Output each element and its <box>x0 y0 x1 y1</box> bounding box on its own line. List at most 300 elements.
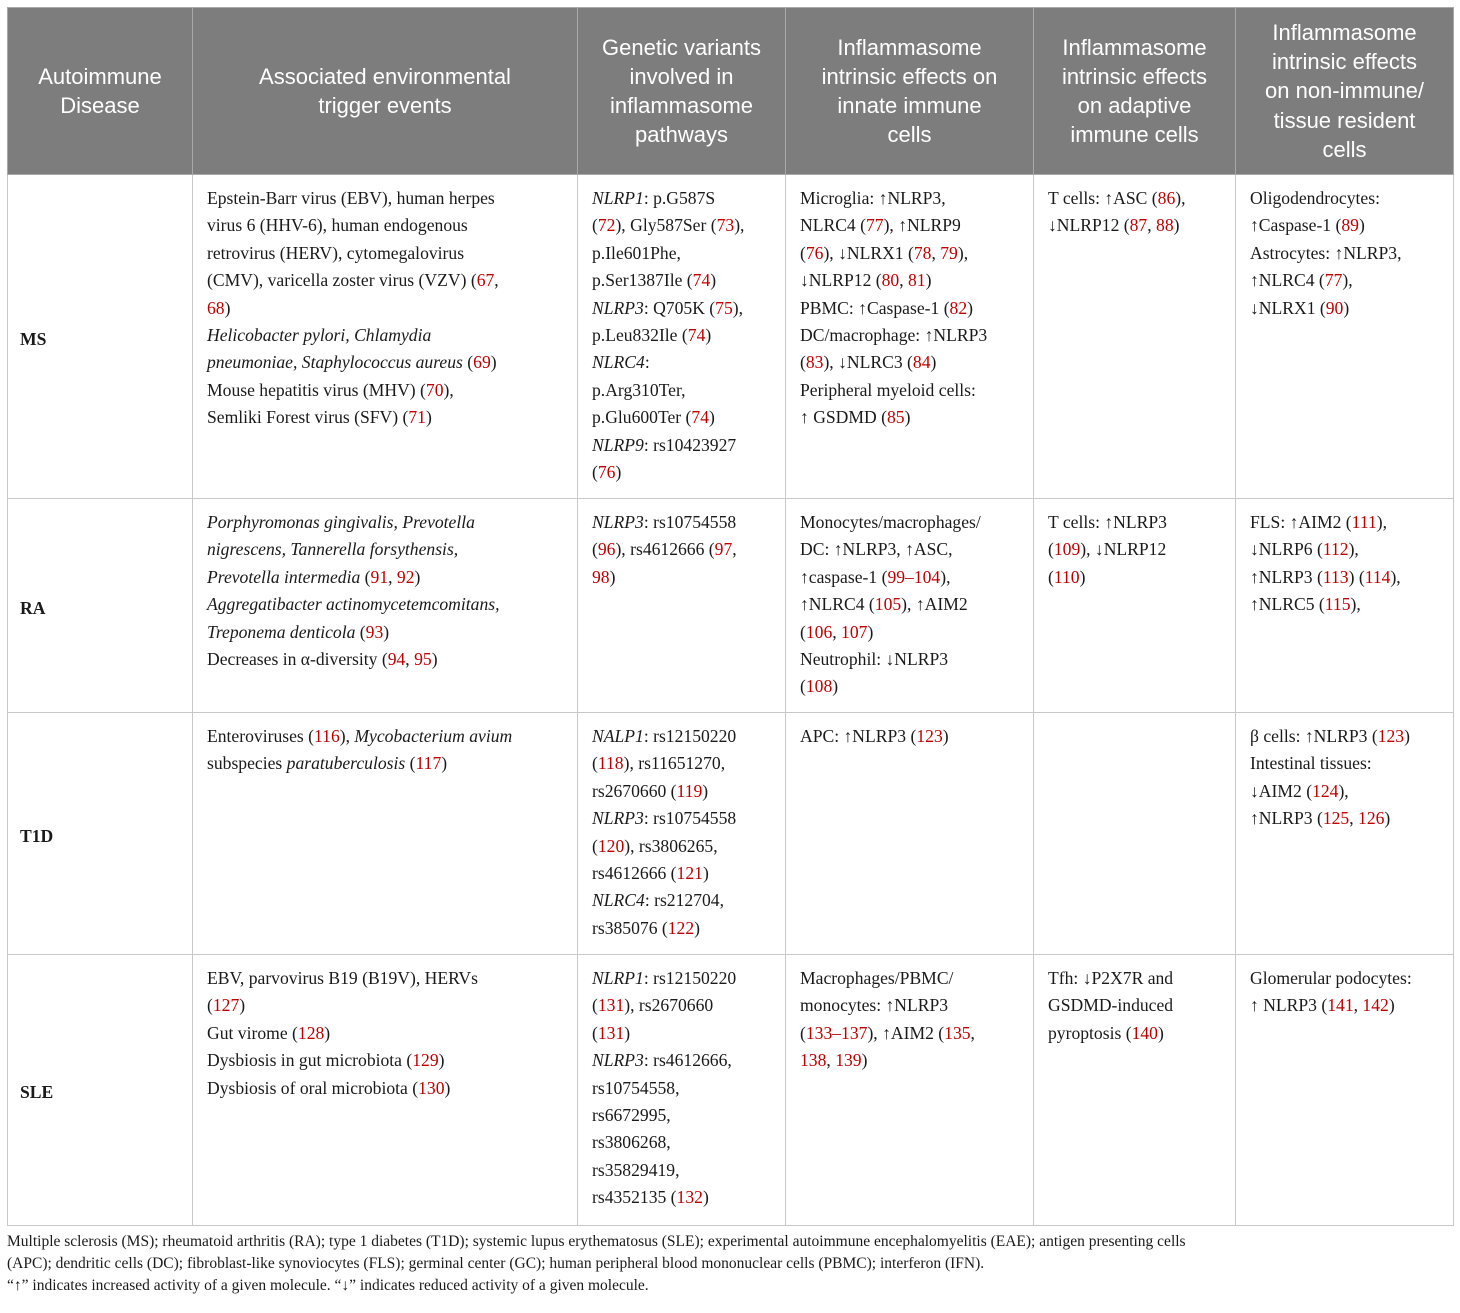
cell-line <box>592 459 775 486</box>
cell-line <box>207 404 567 431</box>
cell-text: ) <box>425 407 432 428</box>
cell-line <box>800 992 1023 1019</box>
citation-ref: 76 <box>597 462 616 483</box>
cell-line <box>592 1157 775 1184</box>
cell-text: ↑ NLRP3 ( <box>1250 995 1328 1016</box>
cell-text: GSDMD-induced <box>1048 995 1174 1016</box>
cell-text: ( <box>405 753 416 774</box>
table-cell <box>578 499 786 713</box>
cell-line <box>800 1047 1023 1074</box>
italic-text: nigrescens, Tannerella forsythensis, <box>207 539 459 560</box>
header-line: intrinsic effects <box>1271 49 1418 75</box>
cell-text: ↑NLRP3 ( <box>1250 808 1323 829</box>
cell-text: ) <box>967 297 973 318</box>
cell-line <box>800 349 1023 376</box>
cell-line <box>207 212 567 239</box>
cell-text: : p.G587S <box>643 188 716 208</box>
cell-text: Dysbiosis in gut microbiota ( <box>207 1050 413 1071</box>
footnote-line-1: Multiple sclerosis (MS); rheumatoid arthritis (RA); type 1 diabetes (T1D); systemic lupus erythematosus (SLE); experimental autoimmune encephalomyelitis (EAE); antigen presenting cells <box>7 1233 1186 1250</box>
cell-text: p.Leu832Ile ( <box>592 325 688 346</box>
cell-text: p.Glu600Ter ( <box>592 407 692 428</box>
cell-text: ( <box>592 462 598 483</box>
cell-line <box>207 1020 567 1047</box>
citation-ref: 123 <box>1377 726 1405 746</box>
header-line: Genetic variants <box>602 34 761 60</box>
cell-text: ↓NLRX1 ( <box>1250 297 1326 318</box>
cell-text: ( <box>800 352 806 373</box>
citation-ref: 68 <box>207 297 225 318</box>
cell-text: ( <box>800 621 806 642</box>
cell-text: ( <box>462 352 474 373</box>
cell-text: Gut virome ( <box>207 1022 298 1043</box>
cell-text: ), <box>1175 188 1186 208</box>
cell-text: ( <box>592 215 598 236</box>
header-line: cells <box>1322 136 1367 162</box>
cell-text: ) <box>832 676 839 697</box>
cell-line <box>1048 185 1225 212</box>
cell-text: , <box>405 649 415 670</box>
disease-cell: SLE <box>8 955 193 1226</box>
cell-text: ) ( <box>1348 566 1365 587</box>
cell-text: Mouse hepatitis virus (MHV) ( <box>207 379 426 400</box>
cell-line <box>592 860 775 887</box>
header-line: tissue resident <box>1273 107 1416 133</box>
cell-line <box>592 564 775 591</box>
cell-line <box>207 564 567 591</box>
cell-text: ) <box>1384 808 1391 829</box>
cell-text: ) <box>1173 215 1180 236</box>
cell-text: ), <box>443 379 454 400</box>
cell-line <box>800 564 1023 591</box>
cell-line <box>1250 723 1443 750</box>
cell-text: ), ↑AIM2 <box>901 594 968 615</box>
cell-text: ), rs4612666 ( <box>615 539 715 560</box>
cell-line <box>800 404 1023 431</box>
cell-line <box>207 723 567 750</box>
cell-line <box>800 295 1023 322</box>
cell-text: ), <box>1348 539 1359 560</box>
header-line: Autoimmune <box>38 63 162 89</box>
table-cell <box>578 713 786 955</box>
cell-text: ) <box>438 1050 445 1071</box>
cell-text: ) <box>1388 995 1395 1016</box>
cell-line <box>800 240 1023 267</box>
citation-ref: 121 <box>676 863 703 884</box>
citation-ref: 74 <box>691 407 710 428</box>
citation-ref: 122 <box>667 917 695 938</box>
table-cell <box>1034 499 1236 713</box>
cell-line <box>800 619 1023 646</box>
cell-text: : rs10754558 <box>643 512 737 532</box>
cell-line <box>800 591 1023 618</box>
cell-text: DC: ↑NLRP3, ↑ASC, <box>800 539 953 560</box>
cell-text: ↑NLRC4 ( <box>1250 270 1325 291</box>
cell-line <box>207 349 567 376</box>
table-footnote <box>7 1231 1453 1297</box>
table-cell <box>578 175 786 499</box>
cell-line <box>207 377 567 404</box>
cell-text: rs35829419, <box>592 1159 680 1180</box>
table-cell <box>1034 713 1236 955</box>
citation-ref: 112 <box>1322 539 1349 560</box>
citation-ref: 74 <box>692 270 711 291</box>
citation-ref: 115 <box>1324 594 1351 615</box>
citation-ref: 117 <box>415 753 442 774</box>
cell-line <box>1250 240 1443 267</box>
cell-text: , <box>826 1050 836 1071</box>
cell-text: ), Gly587Ser ( <box>615 215 717 236</box>
cell-line <box>1250 536 1443 563</box>
cell-line <box>1048 1020 1225 1047</box>
cell-text: ( <box>800 1022 806 1043</box>
cell-line <box>592 349 775 376</box>
cell-line <box>1048 992 1225 1019</box>
cell-text: (CMV), varicella zoster virus (VZV) ( <box>207 270 477 291</box>
cell-text: Neutrophil: ↓NLRP3 <box>800 649 949 670</box>
column-header-2 <box>193 8 578 175</box>
cell-line <box>207 509 567 536</box>
table-body <box>8 175 1454 1226</box>
citation-ref: 94 <box>387 649 406 670</box>
cell-text: ), rs2670660 <box>624 995 714 1016</box>
cell-text: Macrophages/PBMC/ <box>800 968 954 988</box>
cell-text: virus 6 (HHV-6), human endogenous <box>207 215 468 236</box>
cell-text: ) <box>702 863 709 884</box>
cell-text: Peripheral myeloid cells: <box>800 379 976 400</box>
cell-line <box>207 1047 567 1074</box>
cell-text: , <box>388 566 397 587</box>
cell-text: p.Ser1387Ile ( <box>592 270 693 291</box>
citation-ref: 83 <box>805 352 824 373</box>
cell-text: β cells: ↑NLRP3 ( <box>1250 726 1378 746</box>
citation-ref: 139 <box>835 1050 862 1071</box>
cell-text: ), ↑NLRP9 <box>883 215 961 236</box>
italic-text: NLRP3 <box>592 297 644 318</box>
cell-text: ↓NLRP12 ( <box>1048 215 1130 236</box>
cell-text: ), <box>1342 270 1353 291</box>
cell-line <box>1250 805 1443 832</box>
cell-line <box>1048 212 1225 239</box>
cell-text: ) <box>239 995 246 1016</box>
italic-text: NLRP3 <box>592 512 644 532</box>
cell-text: ), ↓NLRP12 <box>1080 539 1167 560</box>
cell-text: ) <box>702 780 709 801</box>
cell-line <box>592 536 775 563</box>
header-line: Disease <box>60 93 140 118</box>
cell-line <box>592 212 775 239</box>
italic-text: pneumoniae, Staphylococcus aureus <box>207 352 463 373</box>
header-line: Inflammasome <box>1062 34 1207 60</box>
column-header-1 <box>8 8 193 175</box>
cell-line <box>207 591 567 618</box>
cell-text: ↑ GSDMD ( <box>800 407 887 428</box>
citation-ref: 87 <box>1129 215 1148 236</box>
cell-line <box>592 1102 775 1129</box>
cell-text: rs2670660 ( <box>592 780 677 801</box>
cell-line <box>207 646 567 673</box>
cell-text: ( <box>207 995 213 1016</box>
italic-text: Aggregatibacter actinomycetemcomitans, <box>207 594 500 615</box>
cell-text: ) <box>904 407 911 428</box>
cell-text: ) <box>324 1022 331 1043</box>
cell-line <box>207 750 567 777</box>
cell-text: ) <box>414 566 421 587</box>
cell-text: ), <box>1390 566 1401 587</box>
cell-text: ) <box>1157 1022 1164 1043</box>
cell-line <box>592 992 775 1019</box>
table-cell <box>193 499 578 713</box>
citation-ref: 131 <box>597 1022 625 1043</box>
citation-ref: 129 <box>412 1050 439 1071</box>
citation-ref: 110 <box>1053 566 1080 587</box>
cell-text: ), <box>732 297 744 318</box>
cell-line <box>207 1075 567 1102</box>
cell-text: DC/macrophage: ↑NLRP3 <box>800 325 988 346</box>
cell-line <box>592 432 775 459</box>
cell-text: pyroptosis ( <box>1048 1022 1132 1043</box>
header-line: Inflammasome <box>837 34 982 60</box>
citation-ref: 81 <box>908 270 926 291</box>
cell-text: ), ↓NLRX1 ( <box>823 242 914 263</box>
footnote-line-3: “↑” indicates increased activity of a given molecule. “↓” indicates reduced activity of a given molecule. <box>7 1277 649 1294</box>
cell-line <box>207 267 567 294</box>
header-line: trigger events <box>318 93 452 118</box>
disease-cell: MS <box>8 175 193 499</box>
cell-text: ↑NLRP3 ( <box>1250 566 1323 587</box>
header-line: innate immune <box>837 93 982 118</box>
citation-ref: 114 <box>1364 566 1391 587</box>
cell-line <box>592 509 775 536</box>
citation-ref: 82 <box>949 297 968 318</box>
cell-text: Monocytes/macrophages/ <box>800 512 981 532</box>
cell-text: rs385076 ( <box>592 917 668 938</box>
cell-text: ) <box>710 270 717 291</box>
cell-text: ( <box>355 621 366 642</box>
citation-ref: 98 <box>592 566 610 587</box>
cell-line <box>1250 295 1443 322</box>
cell-text: ( <box>592 1022 598 1043</box>
cell-line <box>800 965 1023 992</box>
italic-text: NLRP1 <box>592 968 644 988</box>
cell-line <box>207 536 567 563</box>
cell-text: rs6672995, <box>592 1105 671 1126</box>
citation-ref: 97 <box>714 539 733 560</box>
italic-text: NLRC4 <box>592 352 645 373</box>
table-cell <box>786 713 1034 955</box>
italic-text: Porphyromonas gingivalis, Prevotella <box>207 512 475 532</box>
table-row <box>8 499 1454 713</box>
cell-line <box>800 185 1023 212</box>
cell-line <box>1250 591 1443 618</box>
cell-text: Enteroviruses ( <box>207 726 314 746</box>
citation-ref: 90 <box>1325 297 1344 318</box>
cell-text: ), <box>734 215 745 236</box>
cell-text: ) <box>441 753 448 774</box>
citation-ref: 118 <box>597 753 624 774</box>
cell-line <box>800 322 1023 349</box>
table-cell <box>1034 175 1236 499</box>
cell-text: Semliki Forest virus (SFV) ( <box>207 407 409 428</box>
cell-line <box>800 536 1023 563</box>
table-row <box>8 175 1454 499</box>
citation-ref: 99–104 <box>887 566 941 587</box>
citation-ref: 113 <box>1322 566 1349 587</box>
cell-text: Decreases in α-diversity ( <box>207 649 388 670</box>
table-cell <box>1034 955 1236 1226</box>
cell-line <box>1250 212 1443 239</box>
citation-ref: 109 <box>1053 539 1081 560</box>
citation-ref: 125 <box>1322 808 1350 829</box>
cell-text: , <box>1349 808 1359 829</box>
cell-text: APC: ↑NLRP3 ( <box>800 726 917 746</box>
citation-ref: 91 <box>370 566 389 587</box>
cell-text: T cells: ↑ASC ( <box>1048 188 1158 208</box>
italic-text: NLRP3 <box>592 1050 644 1071</box>
cell-line <box>207 322 567 349</box>
cell-text: ) <box>615 462 622 483</box>
cell-text: ) <box>624 1022 631 1043</box>
cell-line <box>1250 509 1443 536</box>
cell-text: ) <box>490 352 497 373</box>
cell-text: ) <box>709 407 715 428</box>
cell-line <box>1048 536 1225 563</box>
cell-line <box>1250 778 1443 805</box>
cell-text: PBMC: ↑Caspase-1 ( <box>800 297 950 318</box>
cell-text: ( <box>1048 566 1054 587</box>
cell-text: , <box>931 242 941 263</box>
cell-text: ) <box>694 917 700 938</box>
header-line: inflammasome <box>609 93 754 118</box>
cell-line <box>1250 267 1443 294</box>
cell-line <box>592 1184 775 1211</box>
column-header-4 <box>786 8 1034 175</box>
table-cell <box>193 175 578 499</box>
cell-text: ( <box>800 242 806 263</box>
cell-text: ) <box>867 621 874 642</box>
citation-ref: 71 <box>408 407 426 428</box>
citation-ref: 119 <box>676 780 703 801</box>
header-row <box>8 8 1454 175</box>
inflammasome-table <box>7 7 1454 1226</box>
citation-ref: 72 <box>597 215 616 236</box>
cell-text: rs4352135 ( <box>592 1187 677 1208</box>
column-header-5 <box>1034 8 1236 175</box>
cell-text: ( <box>592 539 598 560</box>
cell-text: rs3806268, <box>592 1132 671 1153</box>
cell-text: subspecies <box>207 753 287 774</box>
cell-text: Oligodendrocytes: <box>1250 188 1380 208</box>
cell-text: ) <box>224 297 231 318</box>
cell-text: FLS: ↑AIM2 ( <box>1250 512 1352 532</box>
cell-text: : rs10754558 <box>643 808 737 829</box>
citation-ref: 126 <box>1358 808 1385 829</box>
cell-text: ) <box>942 726 949 746</box>
cell-text: Glomerular podocytes: <box>1250 968 1412 988</box>
table-row <box>8 713 1454 955</box>
cell-line <box>592 778 775 805</box>
cell-text: rs10754558, <box>592 1077 680 1098</box>
cell-text: ) <box>925 270 932 291</box>
citation-ref: 128 <box>297 1022 325 1043</box>
cell-text: , <box>1353 995 1363 1016</box>
citation-ref: 142 <box>1362 995 1389 1016</box>
cell-line <box>1250 564 1443 591</box>
cell-text: retrovirus (HERV), cytomegalovirus <box>207 242 465 263</box>
cell-text: ) <box>1404 726 1410 746</box>
cell-line <box>592 240 775 267</box>
citation-ref: 80 <box>881 270 900 291</box>
cell-text: ), rs3806265, <box>624 835 718 856</box>
cell-text: : <box>644 352 650 373</box>
cell-text: ↓AIM2 ( <box>1250 780 1313 801</box>
header-line: immune cells <box>1070 122 1199 148</box>
cell-text: : rs4612666, <box>643 1050 732 1071</box>
citation-ref: 77 <box>1324 270 1343 291</box>
citation-ref: 140 <box>1131 1022 1158 1043</box>
cell-text: ), <box>339 726 355 746</box>
citation-ref: 95 <box>414 649 432 670</box>
citation-ref: 78 <box>913 242 932 263</box>
citation-ref: 84 <box>912 352 931 373</box>
cell-text: ) <box>705 325 712 346</box>
cell-text: , <box>1147 215 1157 236</box>
cell-line <box>592 805 775 832</box>
table-cell <box>578 955 786 1226</box>
cell-line <box>592 887 775 914</box>
cell-line <box>592 185 775 212</box>
citation-ref: 73 <box>716 215 735 236</box>
cell-line <box>1250 750 1443 777</box>
cell-text: p.Ile601Phe, <box>592 242 681 263</box>
cell-text: monocytes: ↑NLRP3 <box>800 995 949 1016</box>
cell-line <box>592 1047 775 1074</box>
header-line: intrinsic effects <box>1061 63 1208 89</box>
cell-line <box>800 267 1023 294</box>
citation-ref: 106 <box>805 621 833 642</box>
citation-ref: 77 <box>865 215 884 236</box>
table-cell <box>786 175 1034 499</box>
cell-text: rs4612666 ( <box>592 863 677 884</box>
header-line: on non-immune/ <box>1265 78 1424 104</box>
italic-text: NLRC4 <box>592 890 645 911</box>
cell-text: Dysbiosis of oral microbiota ( <box>207 1077 419 1098</box>
cell-line <box>592 915 775 942</box>
table-cell <box>1236 175 1454 499</box>
table-cell <box>1236 713 1454 955</box>
cell-text: ) <box>1079 566 1086 587</box>
cell-text: : rs12150220 <box>643 726 737 746</box>
table-cell <box>193 955 578 1226</box>
cell-text: : Q705K ( <box>643 297 716 318</box>
column-header-3 <box>578 8 786 175</box>
header-line: Inflammasome <box>1272 19 1417 45</box>
cell-text: ( <box>592 995 598 1016</box>
citation-ref: 88 <box>1156 215 1174 236</box>
disease-cell: RA <box>8 499 193 713</box>
cell-line <box>1250 965 1443 992</box>
cell-text: : rs212704, <box>644 890 724 911</box>
cell-line <box>1250 992 1443 1019</box>
cell-line <box>592 723 775 750</box>
citation-ref: 123 <box>916 726 943 746</box>
cell-text: NLRC4 ( <box>800 215 866 236</box>
citation-ref: 141 <box>1327 995 1354 1016</box>
italic-text: NLRP1 <box>592 188 644 208</box>
cell-line <box>592 833 775 860</box>
italic-text: Helicobacter pylori, Chlamydia <box>207 325 432 346</box>
citation-ref: 75 <box>715 297 733 318</box>
cell-line <box>592 267 775 294</box>
